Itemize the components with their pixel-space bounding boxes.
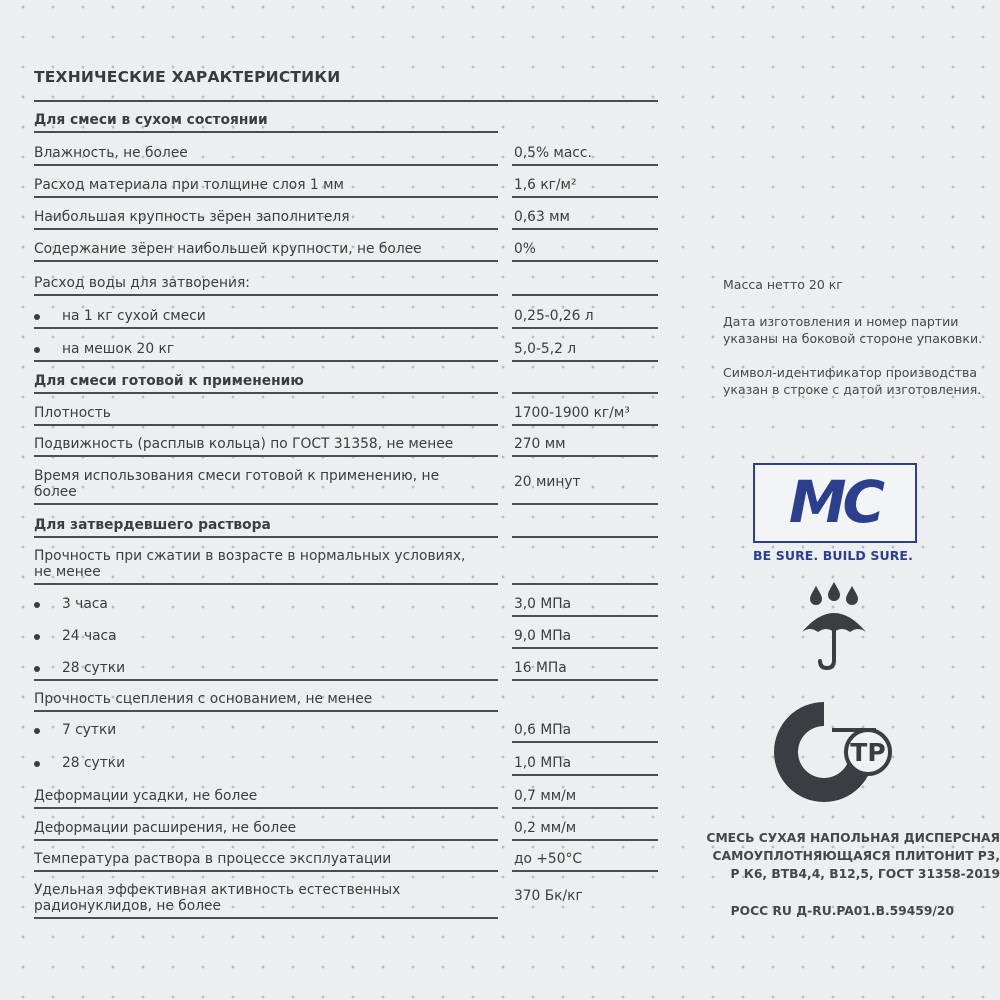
spec-label: Прочность сцепления с основанием, не менее xyxy=(34,691,373,707)
logo-slogan: BE SURE. BUILD SURE. xyxy=(753,548,913,563)
row-divider xyxy=(34,131,498,133)
row-divider xyxy=(34,710,498,712)
row-divider xyxy=(34,360,498,362)
spec-value: 5,0-5,2 л xyxy=(514,341,577,357)
row-divider xyxy=(34,679,498,681)
value-divider xyxy=(512,260,658,262)
spec-value: 0,6 МПа xyxy=(514,722,572,738)
row-divider xyxy=(34,392,498,394)
page-title: ТЕХНИЧЕСКИЕ ХАРАКТЕРИСТИКИ xyxy=(34,68,341,86)
spec-label: Наибольшая крупность зёрен заполнителя xyxy=(34,209,350,225)
bullet-icon xyxy=(34,666,40,672)
bullet-icon xyxy=(34,314,40,320)
spec-label: Подвижность (расплыв кольца) по ГОСТ 31358, не менее xyxy=(34,436,454,452)
bullet-icon xyxy=(34,634,40,640)
spec-label: 28 сутки xyxy=(62,660,126,676)
value-divider xyxy=(512,870,658,872)
value-divider xyxy=(512,839,658,841)
row-divider xyxy=(34,455,498,457)
spec-value: 9,0 МПа xyxy=(514,628,572,644)
bullet-icon xyxy=(34,347,40,353)
row-divider xyxy=(34,260,498,262)
row-divider xyxy=(34,583,498,585)
product-line-1: СМЕСЬ СУХАЯ НАПОЛЬНАЯ ДИСПЕРСНАЯ xyxy=(706,831,1000,845)
value-divider xyxy=(512,392,658,394)
row-divider xyxy=(34,294,498,296)
spec-value: 0,25-0,26 л xyxy=(514,308,594,324)
spec-label: Для смеси в сухом состоянии xyxy=(34,112,268,128)
value-divider xyxy=(512,583,658,585)
spec-label: на 1 кг сухой смеси xyxy=(62,308,206,324)
value-divider xyxy=(512,807,658,809)
cert-letters: ТР xyxy=(850,738,886,767)
spec-label: Для затвердевшего раствора xyxy=(34,517,271,533)
row-divider xyxy=(34,164,498,166)
spec-label: 7 сутки xyxy=(62,722,117,738)
value-divider xyxy=(512,360,658,362)
spec-value: 0,2 мм/м xyxy=(514,820,577,836)
bullet-icon xyxy=(34,761,40,767)
product-description xyxy=(660,829,1000,883)
spec-label: Время использования смеси готовой к применению, не более xyxy=(34,468,440,500)
value-divider xyxy=(512,228,658,230)
eac-tr-certification-icon xyxy=(772,700,902,804)
row-divider xyxy=(34,228,498,230)
spec-label: 28 сутки xyxy=(62,755,126,771)
certificate-number: РОСС RU Д-RU.PA01.B.59459/20 xyxy=(730,904,954,918)
net-weight-text: Масса нетто 20 кг xyxy=(723,277,843,292)
spec-label: Расход материала при толщине слоя 1 мм xyxy=(34,177,344,193)
row-divider xyxy=(34,917,498,919)
value-divider xyxy=(512,196,658,198)
row-divider xyxy=(34,807,498,809)
spec-value: 1700-1900 кг/м³ xyxy=(514,405,630,421)
bullet-icon xyxy=(34,728,40,734)
spec-value: 1,0 МПа xyxy=(514,755,572,771)
spec-value: 0,63 мм xyxy=(514,209,570,225)
producer-symbol-text: Символ-идентификатор производства указан в строке с датой изготовления. xyxy=(723,365,982,397)
spec-value: 0,7 мм/м xyxy=(514,788,577,804)
spec-value: 3,0 МПа xyxy=(514,596,572,612)
value-divider xyxy=(512,536,658,538)
value-divider xyxy=(512,424,658,426)
spec-value: до +50°С xyxy=(514,851,583,867)
spec-label: Влажность, не более xyxy=(34,145,188,161)
spec-label: Для смеси готовой к применению xyxy=(34,373,304,389)
spec-value: 16 МПа xyxy=(514,660,567,676)
value-divider xyxy=(512,327,658,329)
spec-label: Деформации усадки, не более xyxy=(34,788,258,804)
spec-label: на мешок 20 кг xyxy=(62,341,175,357)
value-divider xyxy=(512,164,658,166)
row-divider xyxy=(34,327,498,329)
value-divider xyxy=(512,503,658,505)
value-divider xyxy=(512,647,658,649)
spec-value: 370 Бк/кг xyxy=(514,888,583,904)
spec-value: 0,5% масс. xyxy=(514,145,592,161)
spec-label: 3 часа xyxy=(62,596,108,612)
mc-logo xyxy=(753,463,917,543)
spec-label: Содержание зёрен наибольшей крупности, не более xyxy=(34,241,422,257)
product-line-3: Р К6, BTB4,4, B12,5, ГОСТ 31358-2019 xyxy=(730,867,1000,881)
value-divider xyxy=(512,615,658,617)
spec-label: 24 часа xyxy=(62,628,117,644)
spec-value: 20 минут xyxy=(514,474,581,490)
row-divider xyxy=(34,839,498,841)
mc-logo-letters: MC xyxy=(788,468,882,536)
spec-label: Прочность при сжатии в возрасте в нормальных условиях, не менее xyxy=(34,548,466,580)
production-date-text: Дата изготовления и номер партии указаны на боковой стороне упаковки. xyxy=(723,314,983,346)
value-divider xyxy=(512,774,658,776)
keep-dry-umbrella-icon xyxy=(798,580,870,672)
row-divider xyxy=(34,536,498,538)
spec-label: Плотность xyxy=(34,405,111,421)
spec-label: Температура раствора в процессе эксплуатации xyxy=(34,851,392,867)
bullet-icon xyxy=(34,602,40,608)
value-divider xyxy=(512,455,658,457)
product-line-2: САМОУПЛОТНЯЮЩАЯСЯ ПЛИТОНИТ Р3, xyxy=(712,849,1000,863)
row-divider xyxy=(34,196,498,198)
spec-value: 1,6 кг/м² xyxy=(514,177,577,193)
row-divider xyxy=(34,424,498,426)
spec-label: Деформации расширения, не более xyxy=(34,820,297,836)
spec-value: 0% xyxy=(514,241,536,257)
value-divider xyxy=(512,294,658,296)
row-divider xyxy=(34,503,498,505)
spec-value: 270 мм xyxy=(514,436,566,452)
value-divider xyxy=(512,679,658,681)
spec-label: Расход воды для затворения: xyxy=(34,275,250,291)
spec-label: Удельная эффективная активность естественных радионуклидов, не более xyxy=(34,882,401,914)
row-divider xyxy=(34,870,498,872)
value-divider xyxy=(512,741,658,743)
